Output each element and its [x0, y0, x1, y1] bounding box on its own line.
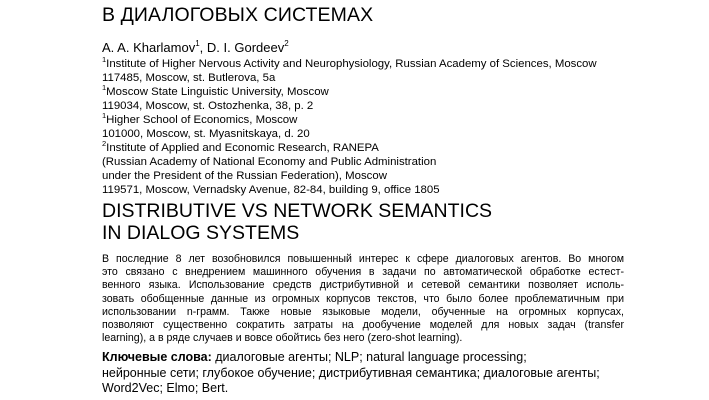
- keywords-line: нейронные сети; глубокое обучение; дистрибутивная семантика; диалоговые агенты;: [102, 365, 600, 380]
- russian-title-line: В ДИАЛОГОВЫХ СИСТЕМАХ: [102, 4, 374, 26]
- affiliation-line: [102, 127, 597, 141]
- keywords: [102, 350, 632, 397]
- keywords-text: диалоговые агенты; NLP; natural language processing;: [211, 350, 527, 364]
- affiliation-text: 117485, Moscow, st. Butlerova, 5a: [102, 72, 276, 84]
- abstract-line: зовать обобщенные данные из огромных корпусов текстов, что было более проблематичным при: [102, 292, 624, 305]
- affiliation-marker: 2: [102, 139, 107, 148]
- affiliation-text: 119571, Moscow, Vernadsky Avenue, 82-84, building 9, office 1805: [102, 184, 440, 196]
- affiliation-text: Institute of Applied and Economic Research, RANEPA: [106, 142, 379, 154]
- affiliation-text: (Russian Academy of National Economy and Public Administration: [102, 156, 437, 168]
- author-affiliation-marker: 1: [195, 39, 200, 48]
- abstract-line: позволяют существенно сократить затраты на дообучение моделей для новых задач (transfer: [102, 319, 624, 332]
- author-affiliation-marker: 2: [284, 39, 289, 48]
- affiliation-text: Moscow State Linguistic University, Moscow: [106, 86, 329, 98]
- keywords-line: [102, 350, 632, 366]
- abstract: [102, 253, 624, 345]
- author-name: D. I. Gordeev: [206, 40, 285, 55]
- affiliation-line: [102, 99, 597, 113]
- affiliation-line: [102, 85, 597, 99]
- abstract-line: использовании n-грамм. Также новые языковые модели, обученные на огромных корпусах,: [102, 305, 624, 318]
- affiliation-marker: 1: [102, 55, 107, 64]
- keywords-line: Word2Vec; Elmo; Bert.: [102, 381, 229, 395]
- affiliation-line: [102, 169, 597, 183]
- affiliation-line: [102, 183, 597, 197]
- affiliation-line: [102, 141, 597, 155]
- affiliation-text: under the President of the Russian Federation), Moscow: [102, 170, 387, 182]
- affiliation-marker: 1: [102, 111, 107, 120]
- abstract-line: learning), а в ряде случаев и вовсе обойтись без него (zero-shot learning).: [102, 332, 463, 345]
- author-list: [102, 40, 289, 56]
- affiliation-line: [102, 57, 597, 71]
- affiliation-text: 119034, Moscow, st. Ostozhenka, 38, p. 2: [102, 100, 314, 112]
- affiliation-line: [102, 155, 597, 169]
- abstract-line: это связано с внедрением машинного обучения в задачи по автоматической обработке естест-: [102, 266, 624, 279]
- affiliation-line: [102, 71, 597, 85]
- keywords-label: Ключевые слова:: [102, 350, 212, 364]
- affiliation-marker: 1: [102, 83, 107, 92]
- affiliation-list: [102, 57, 597, 197]
- affiliation-text: 101000, Moscow, st. Myasnitskaya, d. 20: [102, 128, 310, 140]
- abstract-line: венного языка. Использование средств дистрибутивной и сетевой семантики позволяет исполь-: [102, 279, 624, 292]
- english-title: [102, 200, 492, 244]
- abstract-line: В последние 8 лет возобновился повышенный интерес к сфере диалоговых агентов. Во многом: [102, 253, 624, 265]
- author-separator: ,: [199, 40, 207, 55]
- affiliation-text: Institute of Higher Nervous Activity and Neurophysiology, Russian Academy of Sciences, Moscow: [106, 58, 597, 70]
- english-title-line: IN DIALOG SYSTEMS: [102, 222, 300, 244]
- author-name: A. A. Kharlamov: [102, 40, 196, 55]
- affiliation-text: Higher School of Economics, Moscow: [106, 114, 298, 126]
- affiliation-line: [102, 113, 597, 127]
- english-title-line: DISTRIBUTIVE VS NETWORK SEMANTICS: [102, 200, 493, 222]
